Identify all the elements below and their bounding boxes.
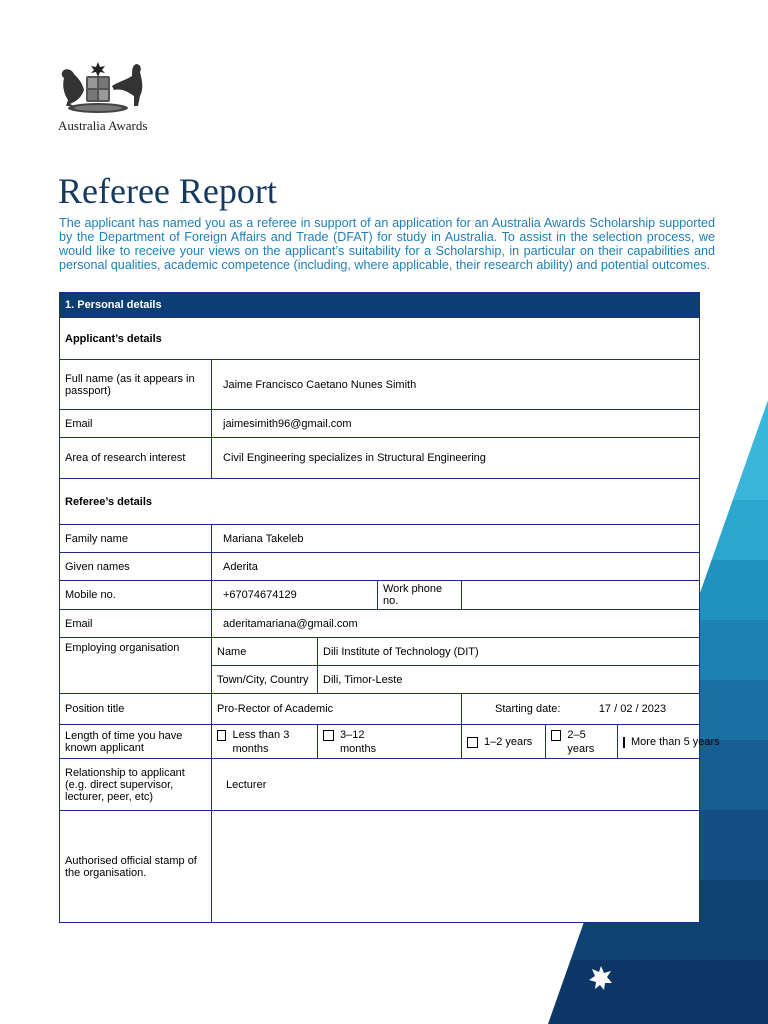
org-name-label: Name: [212, 638, 318, 666]
mobile-field[interactable]: +67074674129: [212, 581, 378, 610]
relationship-label: Relationship to applicant (e.g. direct supervisor, lecturer, peer, etc): [60, 759, 212, 811]
given-names-label: Given names: [60, 553, 212, 581]
page-title: Referee Report: [58, 171, 277, 211]
relationship-row: [60, 759, 700, 811]
position-field[interactable]: Pro-Rector of Academic: [212, 694, 462, 725]
length-option-1[interactable]: Less than 3 months: [212, 725, 318, 759]
family-name-field[interactable]: Mariana Takeleb: [212, 525, 700, 553]
applicant-email-field[interactable]: jaimesimith96@gmail.com: [212, 410, 700, 438]
work-phone-label: Work phone no.: [378, 581, 462, 610]
referee-heading-row: [60, 479, 700, 525]
org-name-row: [60, 638, 700, 666]
applicant-heading: Applicant’s details: [60, 318, 700, 360]
family-name-row: [60, 525, 700, 553]
coat-of-arms-logo: [52, 60, 172, 120]
position-label: Position title: [60, 694, 212, 725]
referee-email-field[interactable]: aderitamariana@gmail.com: [212, 610, 700, 638]
length-option-3[interactable]: 1–2 years: [462, 725, 546, 759]
checkbox-2-5-years[interactable]: [551, 730, 561, 741]
section-heading: 1. Personal details: [60, 293, 700, 318]
checkbox-more-5-years[interactable]: [623, 737, 625, 748]
intro-paragraph: The applicant has named you as a referee in support of an application for an Australia Awards Scholarship supported by the Department of Foreign Affairs and Trade (DFAT) for study in Australia. To assist in the selection process, we would like to receive your views on the applicant’s suitability for a Scholarship, in particular on their capabilities and personal qualities, academic competence (including, where applicable, their research ability) and potential outcomes.: [59, 216, 715, 272]
personal-details-table: [59, 292, 720, 923]
start-date-field[interactable]: 17 / 02 / 2023: [598, 703, 667, 715]
given-names-field[interactable]: Aderita: [212, 553, 700, 581]
length-option-4[interactable]: 2–5 years: [546, 725, 618, 759]
referee-email-label: Email: [60, 610, 212, 638]
relationship-field[interactable]: Lecturer: [212, 759, 700, 811]
position-row: [60, 694, 700, 725]
org-label: Employing organisation: [60, 638, 212, 694]
phone-row: [60, 581, 700, 610]
family-name-label: Family name: [60, 525, 212, 553]
research-row: [60, 438, 700, 479]
stamp-area[interactable]: [212, 811, 700, 923]
length-option-2[interactable]: 3–12 months: [318, 725, 462, 759]
referee-heading: Referee’s details: [60, 479, 700, 525]
work-phone-field[interactable]: [462, 581, 700, 610]
full-name-label: Full name (as it appears in passport): [60, 360, 212, 410]
applicant-email-label: Email: [60, 410, 212, 438]
full-name-field[interactable]: Jaime Francisco Caetano Nunes Simith: [212, 360, 700, 410]
length-label: Length of time you have known applicant: [60, 725, 212, 759]
org-name-field[interactable]: Dili Institute of Technology (DIT): [318, 638, 700, 666]
checkbox-less-3-months[interactable]: [217, 730, 226, 741]
brand-name: Australia Awards: [58, 118, 148, 133]
stamp-row: [60, 811, 700, 923]
referee-email-row: [60, 610, 700, 638]
length-row: [60, 725, 700, 759]
mobile-label: Mobile no.: [60, 581, 212, 610]
org-town-label: Town/City, Country: [212, 666, 318, 694]
applicant-heading-row: [60, 318, 700, 360]
section-header-row: [60, 293, 700, 318]
research-label: Area of research interest: [60, 438, 212, 479]
checkbox-3-12-months[interactable]: [323, 730, 334, 741]
given-names-row: [60, 553, 700, 581]
applicant-email-row: [60, 410, 700, 438]
org-town-field[interactable]: Dili, Timor-Leste: [318, 666, 700, 694]
stamp-label: Authorised official stamp of the organisation.: [60, 811, 212, 923]
checkbox-1-2-years[interactable]: [467, 737, 478, 748]
length-option-5[interactable]: More than 5 years: [618, 725, 700, 759]
full-name-row: [60, 360, 700, 410]
start-date-label: Starting date:: [495, 703, 561, 715]
start-date-cell: [462, 694, 700, 725]
research-field[interactable]: Civil Engineering specializes in Structural Engineering: [212, 438, 700, 479]
